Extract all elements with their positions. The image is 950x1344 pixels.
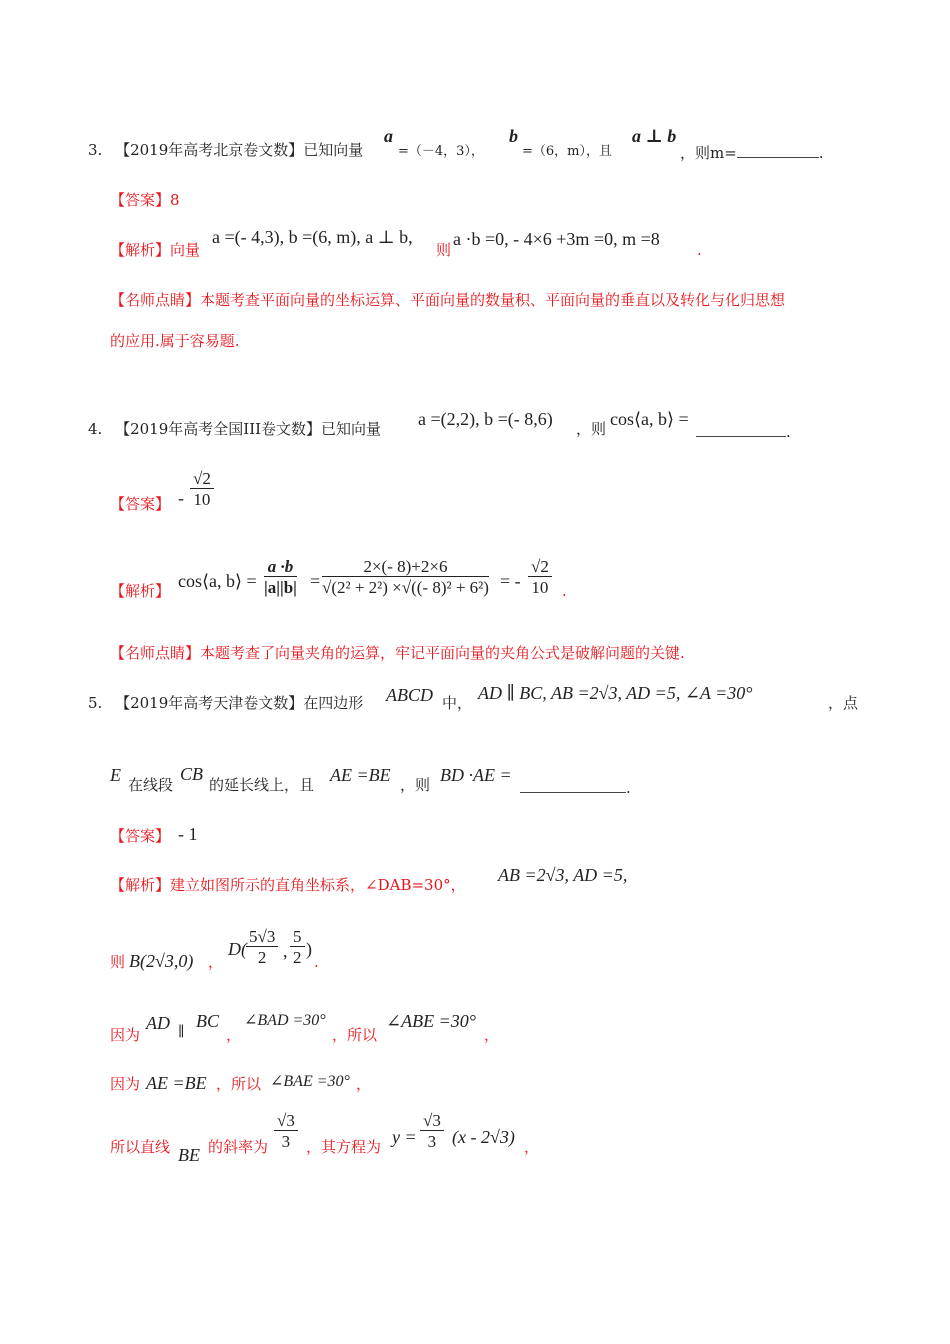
- q4-f2: [322, 558, 489, 596]
- q5-number: 5.: [88, 694, 103, 712]
- q3-answer: [110, 193, 180, 208]
- q5-point-e: E: [110, 765, 121, 785]
- q5-so3: 所以直线: [110, 1138, 171, 1156]
- q4-answer-num: √2: [190, 470, 214, 489]
- q5-d-y-frac: [290, 928, 305, 966]
- q5-seg: 在线段: [128, 776, 174, 794]
- q5-abe: ∠ABE =30°: [386, 1011, 476, 1031]
- q5-eq-frac: [420, 1112, 444, 1150]
- q5-so1: ，所以: [332, 1026, 378, 1044]
- q4-source: 【2019年高考全国III卷文数】: [115, 420, 322, 438]
- q5-slope-frac-wrap: [274, 1112, 298, 1150]
- q4-stem-math: a =(2,2), b =(- 8,6): [418, 409, 553, 429]
- q4-f2-num: 2×(- 8)+2×6: [322, 558, 489, 577]
- q3-analysis-math2: a ·b =0, - 4×6 +3m =0, m =8: [453, 229, 660, 249]
- q5-d-y-den: 2: [293, 948, 302, 967]
- q5-cb: CB: [180, 764, 204, 784]
- q3-vec-b: b: [509, 126, 518, 146]
- q5-slope-num: √3: [274, 1112, 298, 1131]
- q4-analysis-end: .: [562, 582, 567, 600]
- q4-answer-den: 10: [193, 490, 211, 509]
- q4-f2-den: √(2² + 2²) ×√((- 8)² + 6²): [322, 578, 489, 597]
- q3-tail: [680, 143, 824, 161]
- q5-ext: 的延长线上，且: [209, 776, 315, 794]
- q5-blank-line: [520, 778, 631, 796]
- q5-bad: ∠BAD =30°: [244, 1012, 326, 1029]
- q5-stem1: 在四边形: [303, 694, 364, 712]
- q5-d-x-den: 2: [257, 948, 267, 967]
- q5-comma1: ，: [226, 1026, 242, 1044]
- q5-d-x-frac: [246, 928, 278, 966]
- q3-comment-line2: 的应用.属于容易题.: [110, 332, 240, 350]
- q5-bc: BC: [196, 1011, 220, 1031]
- q4-analysis-tag: 【解析】: [110, 582, 171, 600]
- q5-answer-tag: 【答案】: [110, 827, 171, 845]
- q4-answer-fraction: [190, 470, 214, 508]
- q5-analysis-line1: [110, 878, 466, 893]
- q4-analysis-frac1: [264, 558, 297, 596]
- q3-analysis-tag: 【解析】: [110, 241, 171, 259]
- q3-tail-text: ，则m=: [680, 144, 737, 162]
- q5-point-b: B(2√3,0): [129, 951, 194, 971]
- q5-answer-value: - 1: [178, 824, 198, 844]
- q5-eq-den: 3: [427, 1132, 437, 1151]
- q3-comment-tag: 【名师点睛】: [110, 291, 201, 309]
- q4-blank-line: [696, 422, 791, 440]
- q5-slope-label: 的斜率为: [208, 1138, 269, 1156]
- q5-ad: AD: [146, 1013, 170, 1033]
- q5-end: .: [626, 779, 631, 797]
- q4-res-den: 10: [531, 578, 549, 597]
- q5-comma2: ，: [484, 1026, 500, 1044]
- q5-be: BE: [178, 1145, 200, 1165]
- q3-stem: [88, 143, 363, 158]
- q5-comma-dian: ，点: [828, 694, 859, 712]
- q5-analysis1: 建立如图所示的直角坐标系，∠DAB=30°，: [170, 876, 466, 894]
- q3-b-value: =（6，m），且: [522, 144, 612, 159]
- q4-analysis-frac2: [322, 558, 489, 596]
- q5-d-comma: ,: [283, 941, 288, 961]
- q5-d-y-num: 5: [290, 928, 305, 947]
- q5-ae-be: AE =BE: [330, 765, 391, 785]
- q3-perp: a ⊥ b: [632, 126, 677, 146]
- q5-d-y: [290, 928, 305, 966]
- q5-bae: ∠BAE =30°: [270, 1073, 350, 1090]
- q3-analysis-end: .: [697, 241, 702, 259]
- q5-line-b-pre: 则: [110, 953, 126, 971]
- q3-end: .: [818, 144, 824, 162]
- q4-analysis-eq: = -: [500, 571, 521, 591]
- q4-stem-text: 已知向量: [321, 420, 382, 438]
- q5-eq-y: y =: [392, 1127, 417, 1147]
- q5-d-x: [246, 928, 278, 966]
- q3-answer-tag: 【答案】: [110, 191, 171, 209]
- q4-f1: [264, 558, 297, 596]
- q5-parallel: ∥: [178, 1025, 185, 1040]
- q5-eq-tail: (x - 2√3): [452, 1127, 515, 1147]
- q5-stem2: 中，: [442, 694, 473, 712]
- q4-f1-den: |a||b|: [264, 578, 297, 597]
- q5-so2: ，所以: [216, 1075, 262, 1093]
- q3-vec-a: a: [384, 126, 393, 146]
- q4-res-num: √2: [528, 558, 552, 577]
- q3-stem-text: 已知向量: [303, 141, 364, 159]
- q5-dot: BD ·AE =: [440, 765, 512, 785]
- q3-analysis-pre: 向量: [170, 241, 201, 259]
- q4-answer-frac: [190, 470, 214, 508]
- q4-comment-text: 本题考查了向量夹角的运算，牢记平面向量的夹角公式是破解问题的关键.: [200, 644, 685, 662]
- q5-eq-end: ，: [524, 1138, 540, 1156]
- q4-number: 4.: [88, 420, 103, 438]
- q3-comment-text1: 本题考查平面向量的坐标运算、平面向量的数量积、平面向量的垂直以及转化与化归思想: [200, 291, 786, 309]
- q3-answer-value: 8: [170, 191, 180, 209]
- q5-analysis-tag: 【解析】: [110, 876, 171, 894]
- q5-ae-be2: AE =BE: [146, 1073, 207, 1093]
- q3-analysis-then: 则: [436, 241, 452, 259]
- q5-because1: 因为: [110, 1026, 141, 1044]
- q5-source: 【2019年高考天津卷文数】: [115, 694, 304, 712]
- q5-slope-den: 3: [281, 1132, 291, 1151]
- q4-eq1: =: [310, 571, 321, 591]
- q4-analysis-lhs: cos⟨a, b⟩ =: [178, 571, 257, 591]
- q3-comment-line1: [110, 293, 785, 308]
- q5-d-x-num: 5√3: [246, 928, 278, 947]
- q5-line-b-comma: ，: [208, 953, 224, 971]
- q3-analysis-label: [110, 243, 200, 258]
- q5-because2: 因为: [110, 1075, 141, 1093]
- q5-eq-frac-wrap: [420, 1112, 444, 1150]
- q5-eq-num: √3: [420, 1112, 444, 1131]
- q4-f1-num: a ·b: [264, 558, 297, 577]
- q3-number: 3.: [88, 141, 103, 159]
- q5-analysis1-math: AB =2√3, AD =5,: [498, 865, 628, 885]
- q4-end: .: [786, 423, 791, 441]
- q5-d-end: .: [314, 953, 319, 971]
- q4-cos-expr: cos⟨a, b⟩ =: [610, 409, 689, 429]
- q5-stem: [88, 696, 363, 711]
- q3-answer-blank: [737, 143, 819, 158]
- q5-abcd: ABCD: [386, 685, 433, 705]
- q5-point-d-pre: D(: [228, 939, 247, 959]
- q4-comment-tag: 【名师点睛】: [110, 644, 201, 662]
- q5-answer-blank: [520, 778, 626, 793]
- q4-then: ，则: [576, 420, 607, 438]
- q4-analysis-result: [528, 558, 552, 596]
- q3-analysis-math1: a =(- 4,3), b =(6, m), a ⊥ b,: [212, 227, 413, 247]
- q4-answer-tag: 【答案】: [110, 495, 171, 513]
- q3-source: 【2019年高考北京卷文数】: [115, 141, 304, 159]
- q5-condition: AD ∥ BC, AB =2√3, AD =5, ∠A =30°: [478, 683, 753, 703]
- q5-then: ，则: [400, 776, 431, 794]
- q5-slope-frac: [274, 1112, 298, 1150]
- q5-comma3: ，: [356, 1075, 372, 1093]
- q4-comment: [110, 646, 685, 661]
- q3-a-value: =（－4，3），: [398, 144, 484, 159]
- q5-d-post: ): [306, 939, 312, 959]
- q4-res: [528, 558, 552, 596]
- q4-answer-sign: -: [178, 488, 184, 508]
- q4-answer-blank: [696, 422, 786, 437]
- q4-stem: [88, 422, 381, 437]
- q5-eq-pre: ，其方程为: [306, 1138, 382, 1156]
